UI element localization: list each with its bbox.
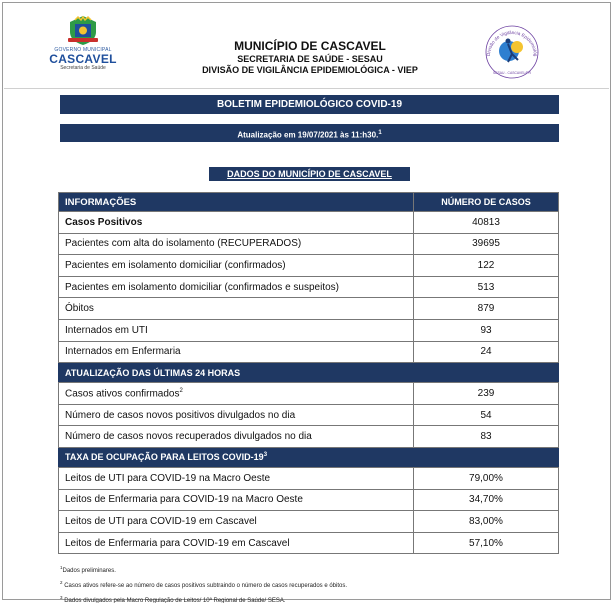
row-label — [59, 383, 414, 405]
cases-table — [58, 192, 559, 554]
bulletin-title: BOLETIM EPIDEMIOLÓGICO COVID-19 — [60, 95, 559, 114]
footnote — [60, 562, 347, 577]
group-label — [59, 447, 559, 467]
viep-arc-text: Divisão de Vigilância Epidemiológ — [485, 29, 539, 57]
footnote-text: Dados divulgados pela Macro Regulação de Leitos/ 10ª Regional de Saúde/ SESA. — [64, 598, 286, 603]
table-row — [59, 341, 559, 363]
bulletin-update — [60, 124, 559, 142]
division-title: DIVISÃO DE VIGILÂNCIA EPIDEMIOLÓGICA - VIEP — [202, 65, 418, 75]
group-label-text: TAXA DE OCUPAÇÃO PARA LEITOS COVID-19 — [65, 452, 264, 463]
secretariat-label: Secretaria de Saúde — [60, 65, 106, 71]
footnote-num: 2 — [60, 580, 63, 585]
table-row — [59, 511, 559, 533]
table-row — [59, 383, 559, 405]
table-row — [59, 489, 559, 511]
row-value: 879 — [414, 298, 559, 320]
footnote-num: 1 — [60, 565, 63, 570]
row-label-text: Casos ativos confirmados — [65, 388, 180, 400]
table-row — [59, 276, 559, 298]
group-label: ATUALIZAÇÃO DAS ÚLTIMAS 24 HORAS — [59, 363, 559, 383]
table-row — [59, 404, 559, 426]
row-label: Internados em UTI — [59, 319, 414, 341]
row-label: Leitos de UTI para COVID-19 na Macro Oeste — [59, 467, 414, 489]
document-header — [160, 39, 460, 76]
row-value: 24 — [414, 341, 559, 363]
row-label: Pacientes em isolamento domiciliar (confirmados) — [59, 255, 414, 277]
row-value: 40813 — [414, 212, 559, 234]
cascavel-logo — [48, 14, 118, 76]
table-row — [59, 298, 559, 320]
row-value: 57,10% — [414, 532, 559, 554]
row-label: Número de casos novos positivos divulgados no dia — [59, 404, 414, 426]
header-divider — [4, 88, 609, 89]
row-value: 79,00% — [414, 467, 559, 489]
secretariat-title: SECRETARIA DE SAÚDE - SESAU — [237, 54, 383, 64]
municipality-title: MUNICÍPIO DE CASCAVEL — [234, 39, 386, 53]
row-label: Leitos de UTI para COVID-19 em Cascavel — [59, 511, 414, 533]
footnote-text: Dados preliminares. — [62, 568, 116, 574]
table-row — [59, 233, 559, 255]
footnotes — [60, 562, 347, 603]
row-value: 39695 — [414, 233, 559, 255]
viep-bottom-text: SESAU - CASCAVEL/PR — [493, 71, 531, 75]
row-value: 239 — [414, 383, 559, 405]
update-text: Atualização em 19/07/2021 às 11:h30. — [237, 130, 379, 140]
header-info: INFORMAÇÕES — [59, 193, 414, 212]
header-cases: NÚMERO DE CASOS — [414, 193, 559, 212]
footnote — [60, 577, 347, 592]
table-row — [59, 255, 559, 277]
coat-of-arms-icon — [66, 14, 100, 46]
row-label: Óbitos — [59, 298, 414, 320]
row-label: Número de casos novos recuperados divulgados no dia — [59, 426, 414, 448]
row-label: Pacientes em isolamento domiciliar (confirmados e suspeitos) — [59, 276, 414, 298]
footnote — [60, 592, 347, 603]
footnote-ref: 2 — [179, 387, 183, 394]
table-row — [59, 319, 559, 341]
row-label: Internados em Enfermaria — [59, 341, 414, 363]
viep-logo — [482, 22, 542, 80]
table-row — [59, 212, 559, 234]
group-header-24h — [59, 363, 559, 383]
city-label: CASCAVEL — [49, 52, 117, 66]
section-title: DADOS DO MUNICÍPIO DE CASCAVEL — [209, 167, 410, 181]
table-row — [59, 426, 559, 448]
row-label: Casos Positivos — [59, 212, 414, 234]
update-note-ref: 1 — [378, 130, 382, 136]
row-value: 34,70% — [414, 489, 559, 511]
table-row — [59, 467, 559, 489]
row-value: 83,00% — [414, 511, 559, 533]
row-value: 513 — [414, 276, 559, 298]
gov-label: GOVERNO MUNICIPAL — [54, 47, 112, 53]
row-label: Pacientes com alta do isolamento (RECUPERADOS) — [59, 233, 414, 255]
footnote-ref: 3 — [263, 452, 268, 459]
row-value: 54 — [414, 404, 559, 426]
table-row — [59, 532, 559, 554]
row-label: Leitos de Enfermaria para COVID-19 na Macro Oeste — [59, 489, 414, 511]
footnote-num: 3 — [60, 595, 63, 600]
row-value: 93 — [414, 319, 559, 341]
row-label: Leitos de Enfermaria para COVID-19 em Cascavel — [59, 532, 414, 554]
table-header-row — [59, 193, 559, 212]
row-value: 83 — [414, 426, 559, 448]
row-value: 122 — [414, 255, 559, 277]
footnote-text: Casos ativos refere-se ao número de casos positivos subtraindo o número de casos recuperados e óbitos. — [64, 583, 348, 589]
group-header-beds — [59, 447, 559, 467]
